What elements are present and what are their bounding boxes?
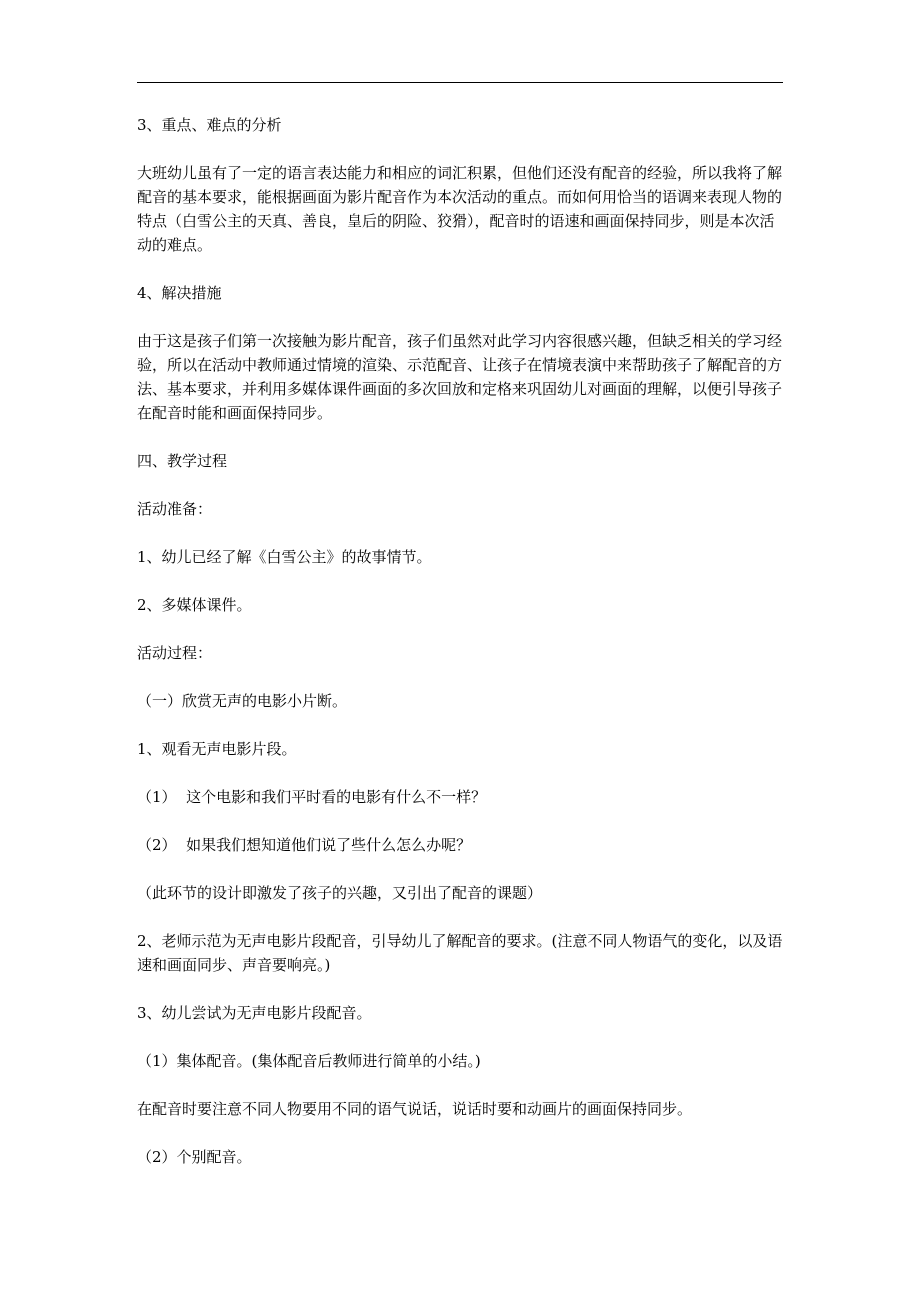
- section-heading: 4、解决措施: [137, 284, 222, 302]
- paragraph: 在配音时要注意不同人物要用不同的语气说话，说话时要和动画片的画面保持同步。: [137, 1100, 693, 1118]
- list-item: 1、幼儿已经了解《白雪公主》的故事情节。: [137, 548, 432, 566]
- list-item: 1、观看无声电影片段。: [137, 740, 297, 758]
- list-item: （2） 如果我们想知道他们说了些什么怎么办呢？: [137, 836, 472, 854]
- section-heading: 3、重点、难点的分析: [137, 116, 282, 134]
- document-body: [137, 113, 787, 1169]
- paragraph: 大班幼儿虽有了一定的语言表达能力和相应的词汇积累，但他们还没有配音的经验，所以我将了解配音的基本要求，能根据画面为影片配音作为本次活动的重点。而如何用恰当的语调来表现人物的特点（白雪公主的天真、善良，皇后的阴险、狡猾），配音时的语速和画面保持同步，则是本次活动的难点。: [137, 164, 783, 254]
- list-item: 3、幼儿尝试为无声电影片段配音。: [137, 1004, 372, 1022]
- list-item: 2、老师示范为无声电影片段配音，引导幼儿了解配音的要求。(注意不同人物语气的变化，以及语速和画面同步、声音要响亮。): [137, 932, 783, 974]
- header-rule: [137, 82, 783, 83]
- paragraph: 由于这是孩子们第一次接触为影片配音，孩子们虽然对此学习内容很感兴趣，但缺乏相关的学习经验，所以在活动中教师通过情境的渲染、示范配音、让孩子在情境表演中来帮助孩子了解配音的方法、基本要求，并利用多媒体课件画面的多次回放和定格来巩固幼儿对画面的理解，以便引导孩子在配音时能和画面保持同步。: [137, 332, 783, 422]
- list-item: 2、多媒体课件。: [137, 596, 252, 614]
- paragraph: 活动过程：: [137, 644, 213, 662]
- section-heading: 四、教学过程: [137, 452, 228, 470]
- list-item: （1） 这个电影和我们平时看的电影有什么不一样？: [137, 788, 487, 806]
- paragraph: （此环节的设计即激发了孩子的兴趣，又引出了配音的课题）: [137, 884, 543, 902]
- list-item: （1）集体配音。(集体配音后教师进行简单的小结。): [137, 1052, 481, 1070]
- subsection-heading: （一）欣赏无声的电影小片断。: [137, 692, 348, 710]
- list-item: （2）个别配音。: [137, 1148, 252, 1166]
- paragraph: 活动准备：: [137, 500, 213, 518]
